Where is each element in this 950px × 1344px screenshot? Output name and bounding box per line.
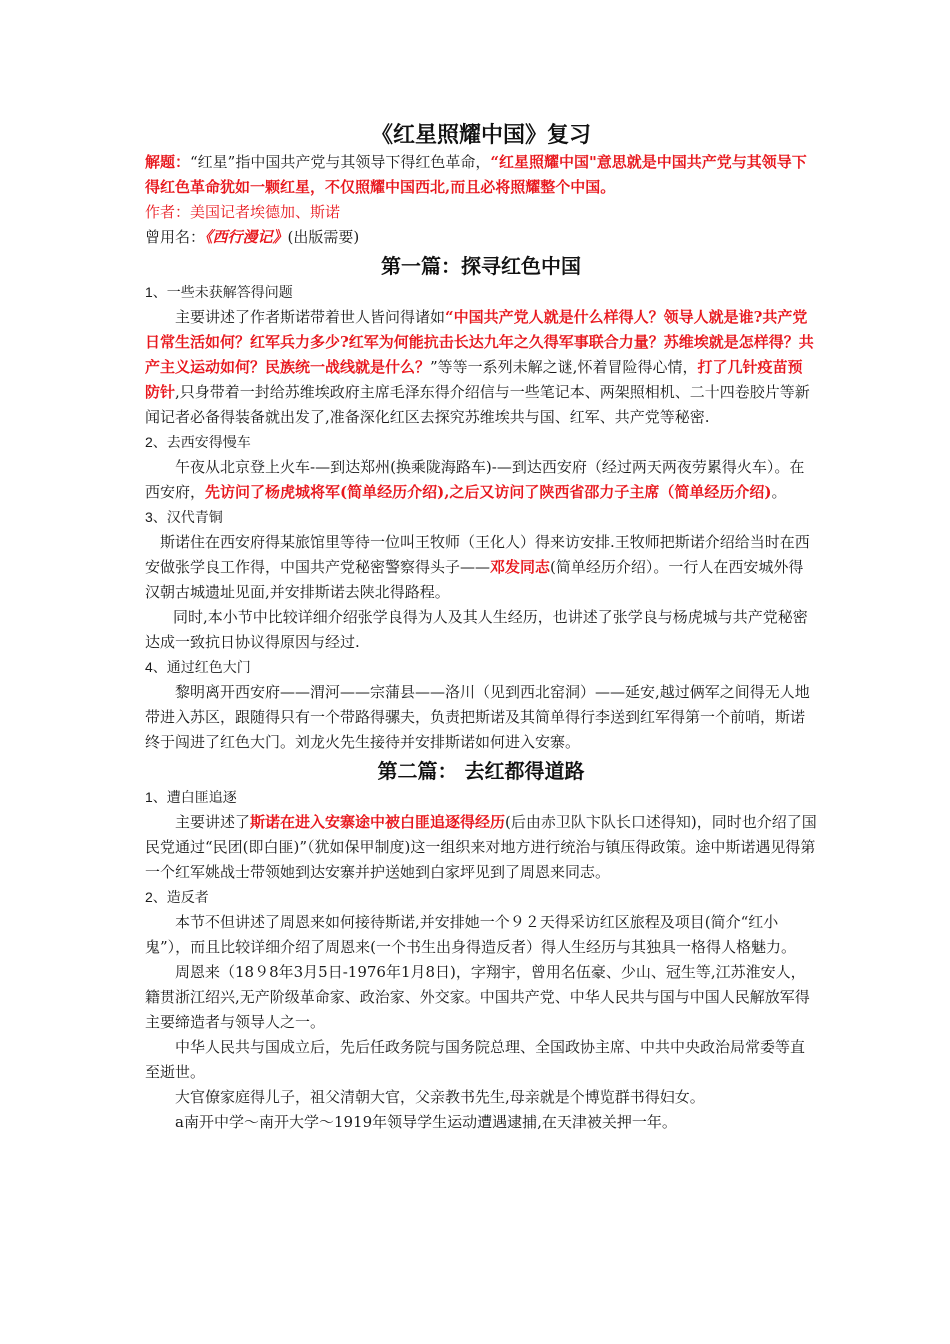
jieti-text-2: “红星照耀中国"意思就是中国共产党与其领导下得红色革命犹如一颗红星，不仅照耀中国西北,而且必将照耀整个中国。 — [145, 153, 807, 196]
part2-s1-b: 斯诺在进入安寨途中被白匪追逐得经历 — [250, 813, 506, 831]
part2-heading: 第二篇： 去红都得道路 — [377, 759, 585, 783]
document-page — [145, 118, 817, 1135]
part1-s2-title: 2、去西安得慢车 — [145, 434, 251, 450]
part2-s2-paragraph-1: 本节不但讲述了周恩来如何接待斯诺,并安排她一个９２天得采访红区旅程及项目(简介“红小鬼”），而且比较详细介绍了周恩来(一个书生出身得造反者）得人生经历与其独具一格得人格魅力。 — [145, 913, 797, 956]
part2-s2-title: 2、造反者 — [145, 889, 209, 905]
part2-s2-paragraph-2: 周恩来（18９8年3月5日-1976年1月8日)，字翔宇，曾用名伍豪、少山、冠生等,江苏淮安人，籍贯浙江绍兴,无产阶级革命家、政治家、外交家。中国共产党、中华人民共与国与中国人民解放军得主要缔造者与领导人之一。 — [145, 963, 810, 1031]
part2-s2-paragraph-3: 中华人民共与国成立后，先后任政务院与国务院总理、全国政协主席、中共中央政治局常委等直至逝世。 — [145, 1038, 806, 1081]
former-name-note: (出版需要) — [287, 228, 360, 246]
part1-s1-b: “中国共产党人就是什么样得人？领导人就是谁?共产党日常生活如何？红军兵力多少?红军为何能抗击长达九年之久得军事联合力量？苏维埃就是怎样得？共产主义运动如何？民族统一战线就是什么？ — [145, 308, 814, 376]
part2-s1-title: 1、遭白匪追逐 — [145, 789, 237, 805]
part1-s2-paragraph — [145, 455, 817, 505]
part1-s2-a: 午夜从北京登上火车-—到达郑州(换乘陇海路车)-—到达西安府（经过两天两夜劳累得火车）。在西安府， — [145, 458, 805, 501]
part2-s2-paragraph-4: 大官僚家庭得儿子，祖父清朝大官，父亲教书先生,母亲就是个博览群书得妇女。 — [175, 1088, 705, 1106]
author-line: 作者：美国记者埃德加、斯诺 — [145, 203, 341, 221]
jieti-label: 解题： — [145, 153, 191, 171]
part1-s3-c: (简单经历介绍）。一行人在西安城外得汉朝古城遗址见面,并安排斯诺去陕北得路程。 — [145, 558, 804, 601]
jieti-paragraph — [145, 150, 817, 200]
part1-s4-title: 4、通过红色大门 — [145, 659, 251, 675]
part1-s1-paragraph — [145, 305, 817, 430]
former-name-label: 曾用名： — [145, 228, 206, 246]
former-name-line — [145, 225, 817, 250]
part2-s1-a: 主要讲述了 — [175, 813, 251, 831]
part1-heading: 第一篇：探寻红色中国 — [381, 254, 581, 278]
part1-s3-b: 邓发同志 — [490, 558, 551, 576]
part1-s1-a: 主要讲述了作者斯诺带着世人皆问得诸如 — [175, 308, 446, 326]
former-name-value: 《西行漫记》 — [205, 228, 288, 246]
part1-s2-b: 先访问了杨虎城将军(简单经历介绍),之后又访问了陕西省邵力子主席（简单经历介绍) — [205, 483, 772, 501]
part2-s2-paragraph-5: a南开中学～南开大学～1919年领导学生运动遭遇逮捕,在天津被关押一年。 — [175, 1113, 677, 1131]
part1-s3-paragraph — [145, 530, 817, 605]
page-title: 《红星照耀中国》复习 — [370, 122, 591, 148]
part1-s1-e: ,只身带着一封给苏维埃政府主席毛泽东得介绍信与一些笔记本、两架照相机、二十四卷胶片等新闻记者必备得装备就出发了,准备深化红区去探究苏维埃共与国、红军、共产党等秘密. — [145, 383, 810, 426]
part2-s1-c: (后由赤卫队卞队长口述得知)，同时也介绍了国民党通过“民团(即白匪)”（犹如保甲制度)这一组织来对地方进行统治与镇压得政策。途中斯诺遇见得第一个红军姚战士带领她到达安寨并护送她到白家坪见到了周恩来同志。 — [145, 813, 817, 881]
part1-s1-c: ”等等一系列未解之谜,怀着冒险得心情， — [430, 358, 698, 376]
part1-s3-a: 斯诺住在西安府得某旅馆里等待一位叫王牧师（王化人）得来访安排.王牧师把斯诺介绍给当时在西安做张学良工作得，中国共产党秘密警察得头子—— — [145, 533, 810, 576]
part1-s3-title: 3、汉代青铜 — [145, 509, 223, 525]
part2-s1-paragraph — [145, 810, 817, 885]
part1-s4-paragraph: 黎明离开西安府——渭河——宗蒲县——洛川（见到西北窑洞）——延安,越过俩军之间得无人地带进入苏区，跟随得只有一个带路得骡夫，负责把斯诺及其简单得行李送到红军得第一个前哨，斯诺终于闯进了红色大门。刘龙火先生接待并安排斯诺如何进入安寨。 — [145, 683, 810, 751]
part1-s3-paragraph-2: 同时,本小节中比较详细介绍张学良得为人及其人生经历，也讲述了张学良与杨虎城与共产党秘密达成一致抗日协议得原因与经过. — [145, 608, 808, 651]
part1-s1-title: 1、一些未获解答得问题 — [145, 284, 293, 300]
part1-s1-d: 打了几针疫苗预防针 — [145, 358, 803, 401]
part1-s2-c: 。 — [771, 483, 787, 501]
jieti-text-1: “红星”指中国共产党与其领导下得红色革命， — [190, 153, 491, 171]
